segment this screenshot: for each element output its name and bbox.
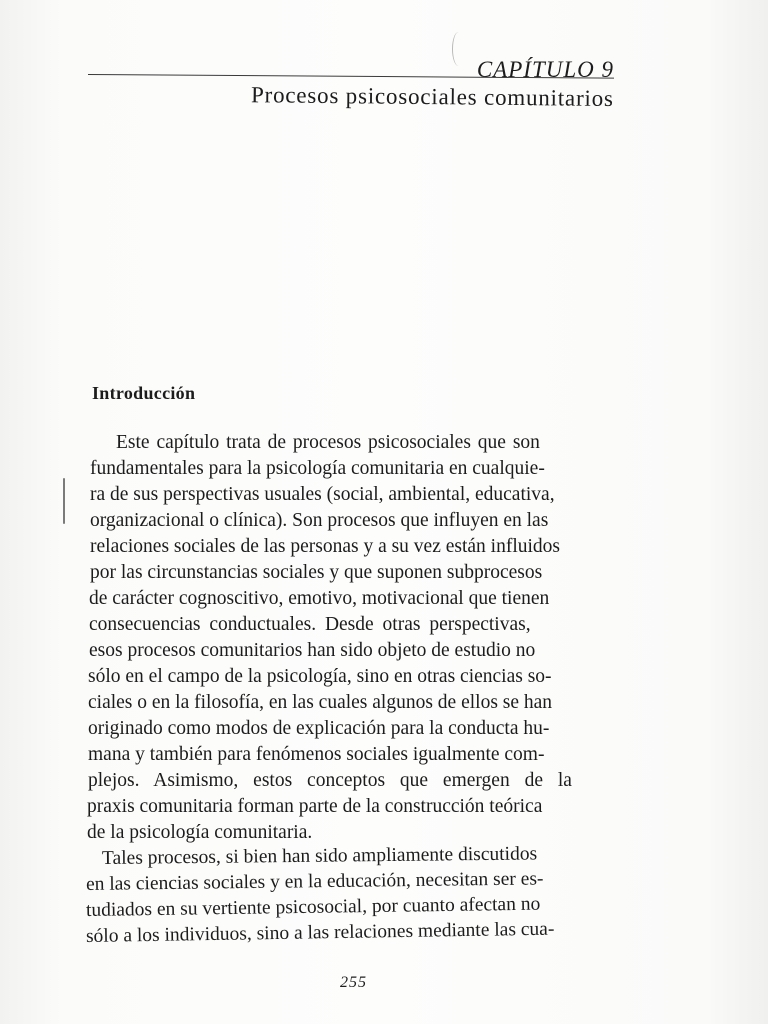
text-line: de la psicología comunitaria.	[87, 822, 313, 843]
margin-pencil-mark	[63, 478, 65, 524]
page-number: 255	[340, 974, 367, 991]
text-line: praxis comunitaria forman parte de la construcción teórica	[87, 796, 543, 817]
text-line: ciales o en la filosofía, en las cuales algunos de ellos se han	[88, 692, 553, 713]
chapter-title: Procesos psicosociales comunitarios	[251, 82, 615, 111]
text-line: Este capítulo trata de procesos psicosociales que son	[116, 432, 540, 453]
text-line: en las ciencias sociales y en la educación, necesitan ser es-	[85, 868, 544, 895]
text-line: por las circunstancias sociales y que suponen subprocesos	[90, 562, 543, 583]
text-line: ra de sus perspectivas usuales (social, ambiental, educativa,	[90, 484, 555, 505]
text-line: Tales procesos, si bien han sido ampliamente discutidos	[101, 843, 538, 869]
text-line: relaciones sociales de las personas y a su vez están influidos	[90, 536, 561, 557]
text-line: fundamentales para la psicología comunitaria en cualquie-	[90, 458, 545, 479]
text-line: mana y también para fenómenos sociales igualmente com-	[88, 744, 545, 765]
text-line: originado como modos de explicación para la conducta hu-	[88, 718, 550, 739]
text-line: tudiados en su vertiente psicosocial, por cuanto afectan no	[85, 893, 541, 921]
text-line: esos procesos comunitarios han sido objeto de estudio no	[89, 640, 536, 661]
text-line: sólo en el campo de la psicología, sino en otras ciencias so-	[88, 666, 552, 687]
text-line: de carácter cognoscitivo, emotivo, motivacional que tienen	[89, 588, 550, 609]
text-line: sólo a los individuos, sino a las relaciones mediante las cua-	[85, 918, 555, 947]
paper-fold-mark	[452, 32, 465, 66]
text-line: consecuencias conductuales. Desde otras perspectivas,	[89, 614, 531, 635]
text-line: organizacional o clínica). Son procesos que influyen en las	[90, 510, 549, 531]
text-line: plejos. Asimismo, estos conceptos que emergen de la	[88, 770, 572, 791]
chapter-label: CAPÍTULO 9	[476, 57, 614, 82]
section-heading: Introducción	[92, 383, 196, 403]
